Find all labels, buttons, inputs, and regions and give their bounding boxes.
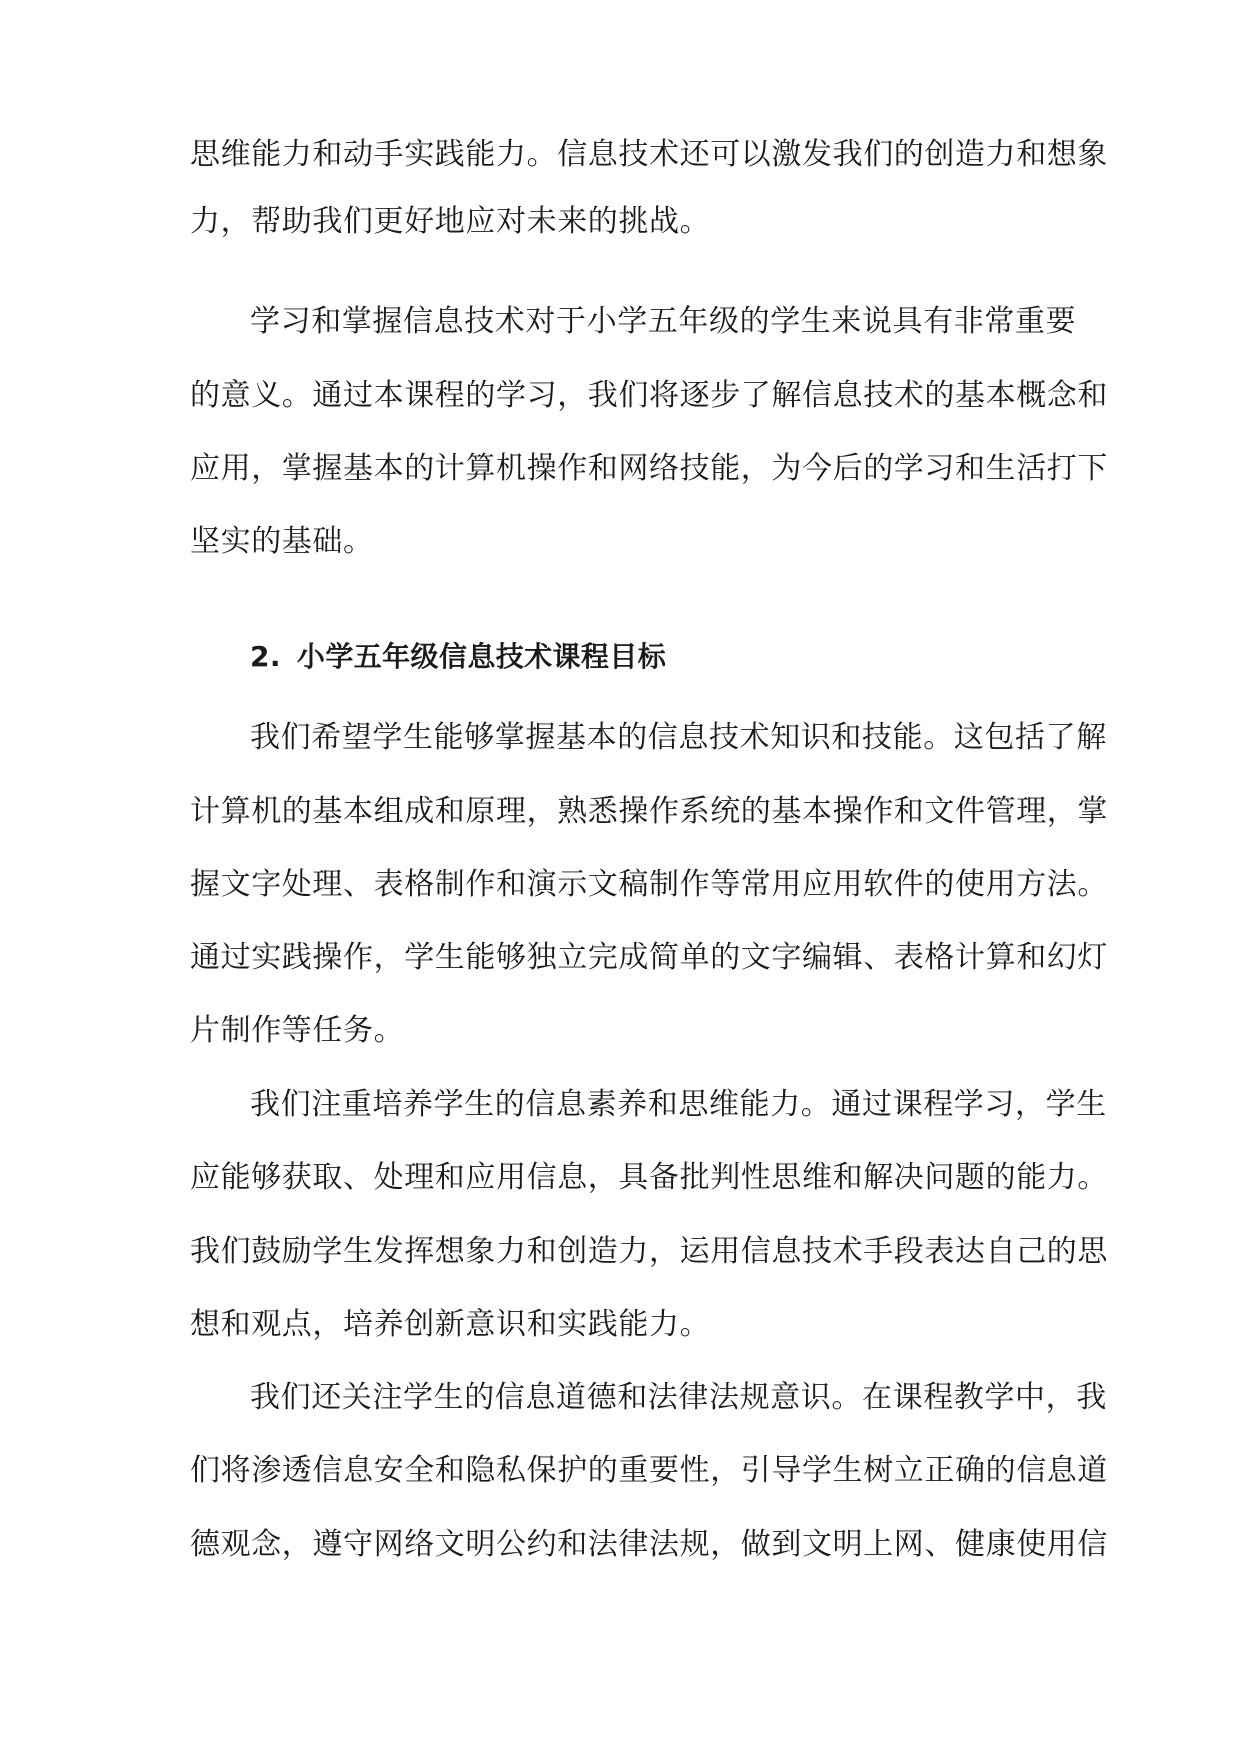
paragraph-line: 我们希望学生能够掌握基本的信息技术知识和技能。这包括了解 xyxy=(250,720,1107,755)
paragraph-line: 应用，掌握基本的计算机操作和网络技能，为今后的学习和生活打下 xyxy=(190,451,1108,486)
paragraph-line: 坚实的基础。 xyxy=(190,524,374,559)
paragraph-line: 应能够获取、处理和应用信息，具备批判性思维和解决问题的能力。 xyxy=(190,1160,1108,1195)
paragraph-line: 计算机的基本组成和原理，熟悉操作系统的基本操作和文件管理，掌 xyxy=(190,794,1108,829)
paragraph-line: 片制作等任务。 xyxy=(190,1013,405,1048)
paragraph-line: 思维能力和动手实践能力。信息技术还可以激发我们的创造力和想象 xyxy=(190,137,1108,172)
paragraph-line: 我们鼓励学生发挥想象力和创造力，运用信息技术手段表达自己的思 xyxy=(190,1234,1108,1269)
paragraph-line: 力，帮助我们更好地应对未来的挑战。 xyxy=(190,204,711,239)
section-title: 小学五年级信息技术课程目标 xyxy=(296,640,667,673)
paragraph-line: 我们注重培养学生的信息素养和思维能力。通过课程学习，学生 xyxy=(250,1087,1107,1122)
paragraph-line: 握文字处理、表格制作和演示文稿制作等常用应用软件的使用方法。 xyxy=(190,867,1108,902)
paragraph-line: 学习和掌握信息技术对于小学五年级的学生来说具有非常重要 xyxy=(250,304,1077,339)
section-heading xyxy=(250,635,1060,679)
paragraph-line: 们将渗透信息安全和隐私保护的重要性，引导学生树立正确的信息道 xyxy=(190,1453,1108,1488)
paragraph-line: 通过实践操作，学生能够独立完成简单的文字编辑、表格计算和幻灯 xyxy=(190,940,1108,975)
paragraph-line: 的意义。通过本课程的学习，我们将逐步了解信息技术的基本概念和 xyxy=(190,378,1108,413)
section-number: 2. xyxy=(250,640,281,673)
paragraph-line: 我们还关注学生的信息道德和法律法规意识。在课程教学中，我 xyxy=(250,1380,1107,1415)
paragraph-line: 想和观点，培养创新意识和实践能力。 xyxy=(190,1307,711,1342)
paragraph-line: 德观念，遵守网络文明公约和法律法规，做到文明上网、健康使用信 xyxy=(190,1527,1108,1562)
